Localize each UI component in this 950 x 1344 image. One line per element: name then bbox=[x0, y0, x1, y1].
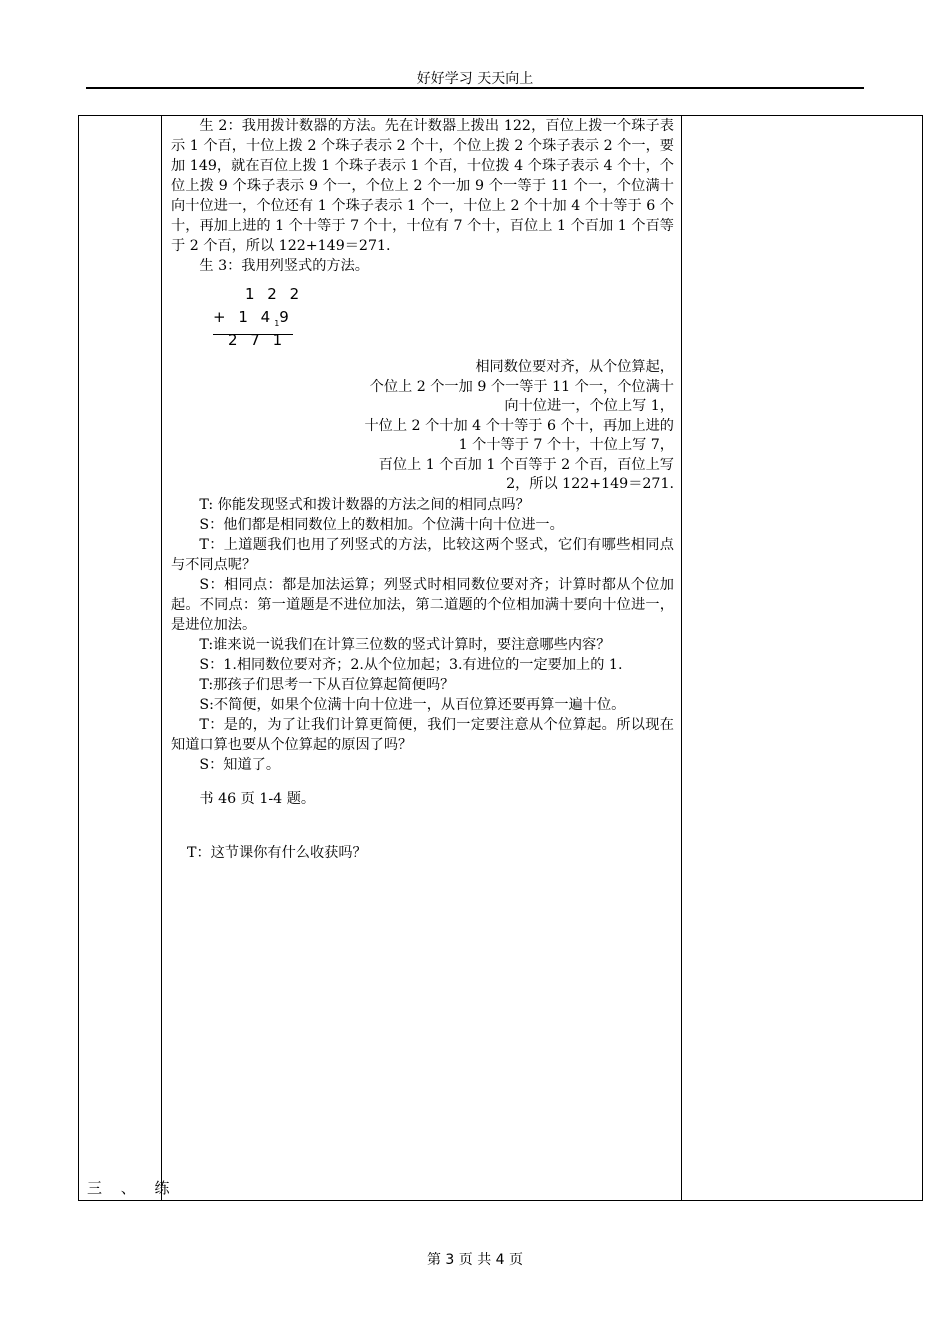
lesson-table bbox=[78, 115, 923, 1201]
student2-paragraph: 生 2：我用拨计数器的方法。先在计数器上拨出 122，百位上拨一个珠子表示 1 个百，十位上拨 2 个珠子表示 2 个十，个位上拨 2 个珠子表示 2 个一，要加 149，就在百位上拨 1 个珠子表示 1 个百，十位拨 4 个珠子表示 4 个十，个位上拨 9 个珠子表示 9 个一，个位上 2 个一加 9 个一等于 11 个一，个位满十向十位进一，个位还有 1 个珠子表示 1 个一，十位上 2 个十加 4 个十等于 6 个十，再加上进的 1 个十等于 7 个十，十位有 7 个十，百位上 1 个百加 1 个百等于 2 个百，所以 122+149＝271. bbox=[171, 118, 674, 254]
note-line: 十位上 2 个十加 4 个十等于 6 个十，再加上进的 bbox=[364, 417, 674, 434]
lesson-content bbox=[171, 116, 674, 863]
dialogue-line: S:不简便，如果个位满十向十位进一，从百位算还要再算一遍十位。 bbox=[199, 696, 626, 713]
exercise-line: 书 46 页 1-4 题。 bbox=[199, 790, 316, 807]
dialogue-line: T：是的，为了让我们计算更简便，我们一定要注意从个位算起。所以现在知道口算也要从个位算起的原因了吗？ bbox=[171, 716, 674, 753]
page-footer: 第 3 页 共 4 页 bbox=[426, 1252, 524, 1268]
vertical-calculation bbox=[171, 284, 674, 350]
dialogue-line: S：相同点：都是加法运算；列竖式时相同数位要对齐；计算时都从个位加起。不同点：第一道题是不进位加法，第二道题的个位相加满十要向十位进一，是进位加法。 bbox=[171, 576, 674, 633]
note-line: 2，所以 122+149＝271. bbox=[506, 476, 674, 492]
note-line: 1 个十等于 7 个十，十位上写 7， bbox=[458, 437, 674, 453]
dialogue-line: T:那孩子们思考一下从百位算起简便吗？ bbox=[199, 676, 455, 693]
dialogue-line: T：上道题我们也用了列竖式的方法，比较这两个竖式，它们有哪些相同点与不同点呢？ bbox=[171, 536, 674, 573]
addend-2-suffix: 9 bbox=[279, 308, 293, 326]
header-rule bbox=[86, 87, 864, 89]
column-divider-left bbox=[161, 116, 162, 1200]
dialogue-line: T:谁来说一说我们在计算三位数的竖式计算时，要注意哪些内容？ bbox=[199, 636, 611, 653]
stage-label: 三 、 练 bbox=[87, 1179, 170, 1197]
dialogue-line: S：1.相同数位要对齐；2.从个位加起；3.有进位的一定要加上的 1. bbox=[199, 656, 623, 673]
addend-1: 1 2 2 bbox=[245, 285, 304, 303]
sum-result: 2 7 1 bbox=[228, 331, 287, 349]
dialogue-line: T: 你能发现竖式和拨计数器的方法之间的相同点吗？ bbox=[199, 496, 530, 513]
dialogue-line: S：知道了。 bbox=[199, 756, 281, 773]
calculation-notes bbox=[171, 358, 674, 495]
student3-paragraph: 生 3：我用列竖式的方法。 bbox=[199, 258, 369, 274]
column-divider-right bbox=[681, 116, 682, 1200]
summary-question: T：这节课你有什么收获吗？ bbox=[187, 844, 367, 861]
note-line: 向十位进一，个位上写 1， bbox=[504, 398, 674, 414]
note-line: 相同数位要对齐，从个位算起， bbox=[475, 359, 674, 375]
addend-2-prefix: + 1 4 bbox=[213, 308, 275, 326]
carry-mark: 1 bbox=[274, 319, 280, 328]
dialogue-line: S：他们都是相同数位上的数相加。个位满十向十位进一。 bbox=[199, 516, 564, 533]
page-header-title: 好好学习 天天向上 bbox=[416, 71, 534, 87]
note-line: 百位上 1 个百加 1 个百等于 2 个百，百位上写 bbox=[378, 456, 674, 473]
note-line: 个位上 2 个一加 9 个一等于 11 个一，个位满十 bbox=[369, 378, 674, 395]
